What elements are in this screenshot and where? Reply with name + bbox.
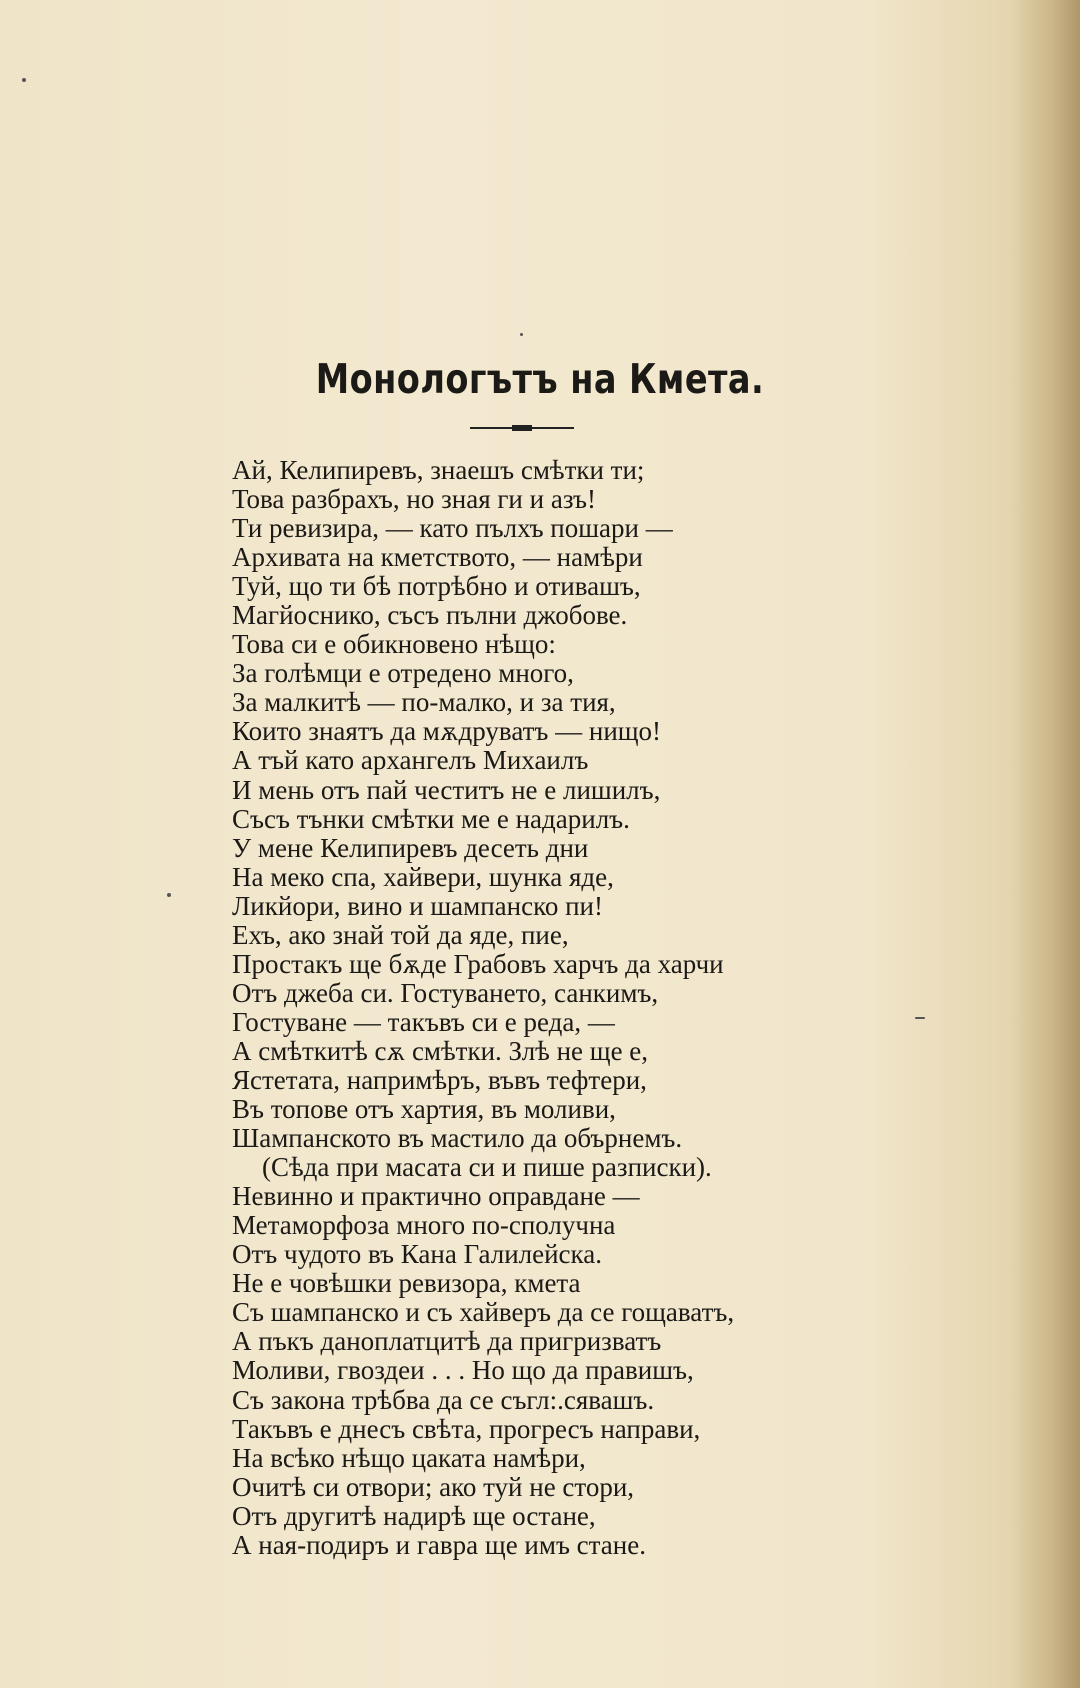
poem-line: Съ закона трѣбва да се съгл:.сявашъ. bbox=[232, 1384, 655, 1415]
poem-line: Ти ревизира, — като пълхъ пошари — bbox=[232, 513, 673, 544]
paper-speck bbox=[22, 78, 26, 82]
poem-line: Съ шампанско и съ хайверъ да се гощаватъ, bbox=[232, 1297, 735, 1328]
poem-line: Това разбрахъ, но зная ги и азъ! bbox=[232, 484, 596, 515]
poem-line: Отъ чудото въ Кана Галилейска. bbox=[232, 1239, 602, 1270]
poem-line: Ай, Келипиревъ, знаешъ смѣтки ти; bbox=[232, 455, 645, 485]
poem-line: Съсъ тънки смѣтки ме е надарилъ. bbox=[232, 803, 630, 834]
poem-line: А пъкъ даноплатцитѣ да пригризватъ bbox=[232, 1326, 662, 1357]
poem-line: Туй, що ти бѣ потрѣбно и отивашъ, bbox=[232, 571, 641, 602]
poem-line: За малкитѣ — по-малко, и за тия, bbox=[232, 687, 616, 718]
poem-line: Това си е обикновено нѣщо: bbox=[232, 629, 556, 660]
poem-line: Невинно и практично оправдане — bbox=[232, 1181, 640, 1212]
poem-line: Ликйори, вино и шампанско пи! bbox=[232, 890, 603, 921]
poem-line: Гостуване — такъвъ си е реда, — bbox=[232, 1006, 615, 1037]
paper-speck bbox=[915, 1017, 925, 1019]
poem-line: На меко спа, хайвери, шунка яде, bbox=[232, 861, 614, 892]
paper-speck bbox=[167, 893, 171, 897]
poem-line: Ехъ, ако знай той да яде, пие, bbox=[232, 919, 569, 950]
page-spine-shadow bbox=[1010, 0, 1080, 1688]
poem-line: Отъ джеба си. Гостуването, санкимъ, bbox=[232, 977, 659, 1008]
poem-line: А ная-подиръ и гавра ще имъ стане. bbox=[232, 1529, 646, 1560]
poem-line: Архивата на кметството, — намѣри bbox=[232, 542, 643, 573]
poem-line: Такъвъ е днесъ свѣта, прогресъ направи, bbox=[232, 1413, 701, 1444]
poem-line: А тъй като архангелъ Михаилъ bbox=[232, 745, 589, 776]
poem-line: А смѣткитѣ сѫ смѣтки. Злѣ не ще е, bbox=[232, 1035, 649, 1066]
stage-direction: (Сѣда при масата си и пише разписки). bbox=[262, 1152, 712, 1183]
poem-line: За голѣмци е отредено много, bbox=[232, 658, 574, 689]
poem-line: Въ топове отъ хартия, въ моливи, bbox=[232, 1094, 616, 1125]
poem-line: Ястетата, напримѣръ, въвъ тефтери, bbox=[232, 1064, 647, 1095]
poem-line: Метаморфоза много по-сполучна bbox=[232, 1210, 616, 1241]
poem-line: И мень отъ пай честитъ не е лишилъ, bbox=[232, 774, 661, 805]
poem-line: Отъ другитѣ надирѣ ще остане, bbox=[232, 1500, 596, 1531]
poem-line: Не е човѣшки ревизора, кмета bbox=[232, 1268, 581, 1299]
poem-title: Монологътъ на Кмета. bbox=[315, 355, 765, 403]
title-divider-ornament bbox=[512, 425, 532, 431]
poem-line: У мене Келипиревъ десеть дни bbox=[232, 832, 589, 863]
paper-speck bbox=[520, 333, 523, 336]
poem-body bbox=[232, 456, 872, 1560]
poem-line: Които знаятъ да мѫдруватъ — нищо! bbox=[232, 716, 662, 747]
poem-line: Моливи, гвоздеи . . . Но що да правишъ, bbox=[232, 1355, 694, 1386]
poem-line: Шампанското въ мастило да обърнемъ. bbox=[232, 1123, 683, 1154]
poem-line: Очитѣ си отвори; ако туй не стори, bbox=[232, 1471, 635, 1502]
poem-line: На всѣко нѣщо цаката намѣри, bbox=[232, 1442, 586, 1473]
poem-line: Магйоснико, съсъ пълни джобове. bbox=[232, 600, 628, 631]
poem-line: Простакъ ще бѫде Грабовъ харчъ да харчи bbox=[232, 948, 724, 979]
